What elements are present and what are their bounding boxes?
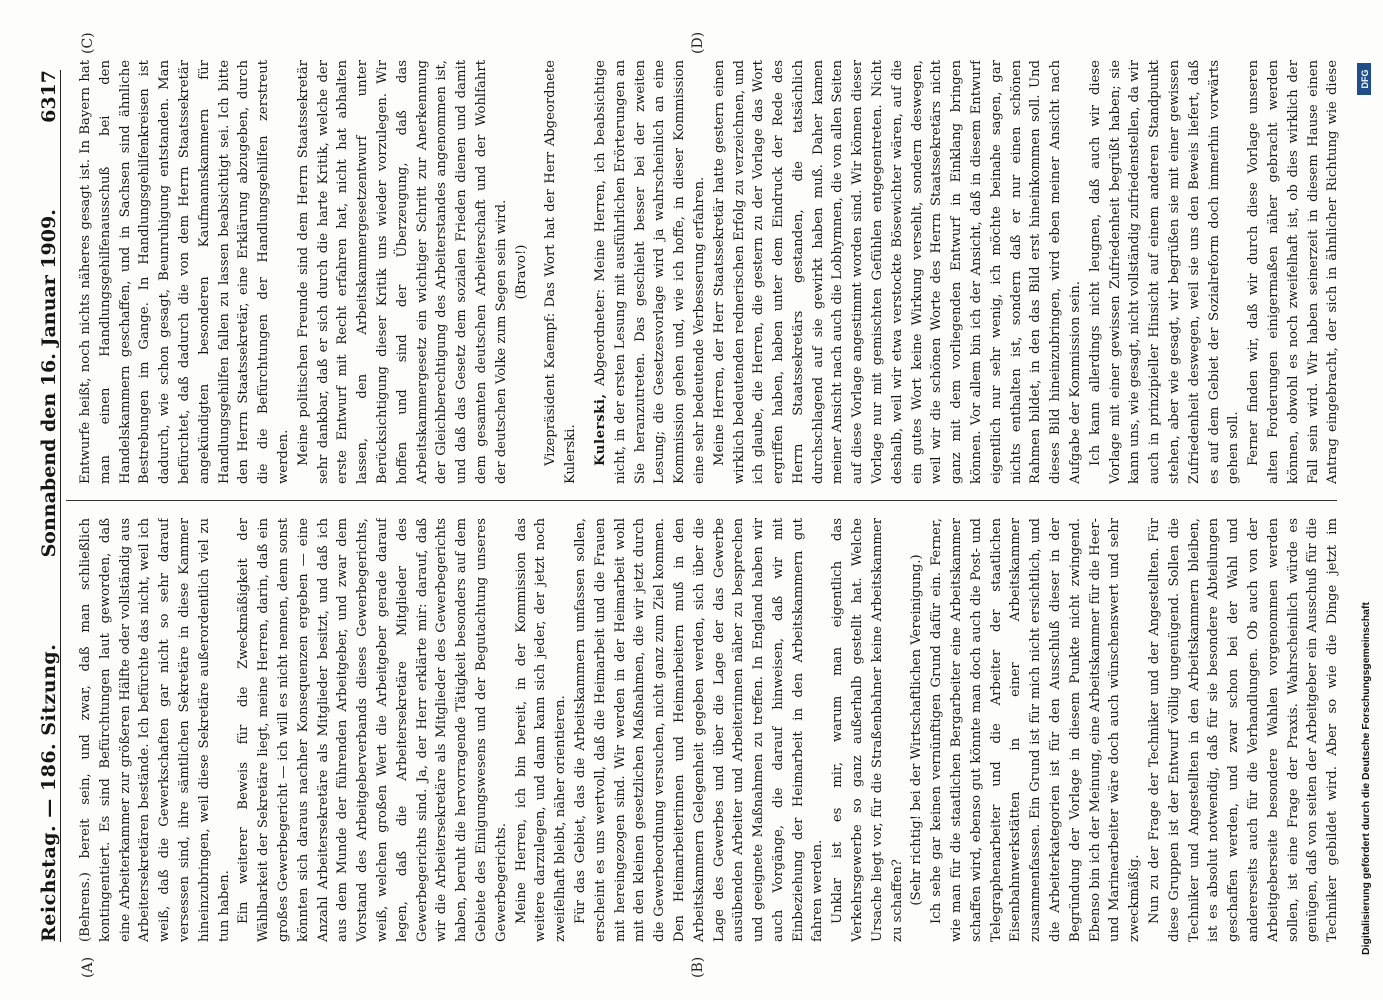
paragraph-text: Ich sehe gar keinen vernünftigen Grund dafür ein. Ferner, wie man für die staatlichen Bergarbeiter eine Arbeitskammer schaffen wird, ebenso gut könnte man doch auch die Post- und Telegraphenarbeiter und die Arbeiter der staatlichen Eisenbahnwerkstätten in einer Arbeitskammer zusammenfassen. Ein Grund ist für mich nicht ersichtlich, und die Arbeiterkategorien ist für den Ausschluß dieser in der Begründung der Vorlage in diesem Punkte nicht zwingend. Ebenso bin ich der Meinung, eine Arbeitskammer für die Heer- und Marinearbeiter wäre doch auch wünschenswert und sehr zweckmäßig. xyxy=(929,518,1143,942)
left-text-column xyxy=(76,518,1343,942)
paragraph xyxy=(1244,60,1343,484)
speaker-name: Kulerski, xyxy=(592,393,608,466)
header-date: Sonnabend den 16. Januar 1909. xyxy=(38,209,60,558)
paragraph-text: Ein weiterer Beweis für die Zweckmäßigkeit der Wählbarkeit der Sekretäre liegt, meine Herren, darin, daß ein großes Gewerbegericht — ich will es nicht nennen, denn sonst könnten sich daraus nachher Konsequenzen ergeben — eine Anzahl Arbeitersekretäre als Mitglieder besitzt, und daß ich aus dem Munde der führenden Arbeitgeber, und zwar dem Vorstand des Arbeitgeberverbands dieses Gewerbegerichts, weiß, welchen großen Wert die Arbeitgeber gerade darauf legen, daß die Arbeitersekretäre Mitglieder des Gewerbegerichts sind. Ja, der Herr erklärte mir: darauf, daß wir die Arbeitersekretäre als Mitglieder des Gewerbegerichts haben, beruht die hervorragende Tätigkeit besonders auf dem Gebiete des Einigungswesens und der Begutachtung unseres Gewerbegerichts. xyxy=(236,518,509,942)
paragraph-text: Unklar ist es mir, warum man eigentlich das Verkehrsgewerbe so ganz außerhalb gestellt hat. Welche Ursache liegt vor, für die Straßenbahner keine Arbeitskammer zu schaffen? xyxy=(830,518,905,942)
paragraph-text: Meine Herren, ich bin bereit, in der Kommission das weitere darzulegen, und dann kann sich jeder, der jetzt noch zweifelhaft bleibt, näher orientieren. xyxy=(513,518,569,942)
column-divider xyxy=(66,500,1337,501)
paragraph-text: Für das Gebiet, das die Arbeitskammern umfassen sollen, erscheint es uns wertvoll, daß die Heimarbeit und die Frauen mit hereingezogen sind. Wir werden in der Heimarbeit wohl mit den kleinen gesetzlichen Maßnahmen, die wir jetzt durch die Gewerbeordnung versuchen, nicht ganz zum Ziel kommen. Den Heimarbeiterinnen und Heimarbeitern muß in den Arbeitskammern Gelegenheit gegeben werden, sich über die Lage des Gewerbes und über die Lage der das Gewerbe ausübenden Arbeiter und Arbeiterinnen näher zu besprechen und geeignete Maßnahmen zu treffen. In England haben wir auch Vorgänge, die darauf hinweisen, daß wir mit Einbeziehung der Heimarbeit in den Arbeitskammern gut fahren werden. xyxy=(572,518,826,942)
paragraph-text: Ferner finden wir, daß wir durch diese Vorlage unseren alten Forderungen einigermaßen näher gebracht werden können, obwohl es noch zweifelhaft ist, ob dies wirklich der Fall sein wird. Wir haben seinerzeit in diesem Hause einen Antrag eingebracht, der sich in ähnlicher Richtung wie diese xyxy=(1246,60,1341,484)
paragraph-text: Meine Herren, der Herr Staatssekretär hatte gestern einen wirklich bedeutenden rednerischen Erfolg zu verzeichnen, und ich glaube, die Herren, die gestern zu der Vorlage das Wort ergriffen haben, haben unter dem Eindruck der Rede des Herrn Staatssekretärs gestanden, die tatsächlich durchschlagend auf sie gewirkt haben muß. Daher kamen meiner Ansicht nach auch die Lobhymnen, die von allen Seiten auf diese Vorlage angestimmt worden sind. Wir können dieser Vorlage nur mit gemischten Gefühlen entgegentreten. Nicht deshalb, weil wir etwa verstockte Bösewichter wären, auf die ein gutes Wort keine Wirkung versehlt, sondern deswegen, weil wir die schönen Worte des Herrn Staatssekretärs nicht ganz mit dem vorliegenden Entwurf in Einklang bringen können. Vor allem bin ich der Ansicht, daß in diesem Entwurf eigentlich nur sehr wenig, ich möchte beinahe sagen, gar nichts enthalten ist, sondern daß er nur einen schönen Rahmen bildet, in den das Bild erst hineinkommen soll. Und dieses Bild hineinzubringen, wird eben meiner Ansicht nach Aufgabe der Kommission sein. xyxy=(711,60,1084,484)
paragraph xyxy=(234,518,511,942)
paragraph xyxy=(710,60,1086,484)
paragraph xyxy=(541,60,581,484)
paragraph-text: Ich kann allerdings nicht leugnen, daß auch wir diese Vorlage mit einer gewissen Zufriedenheit begrüßt haben; sie kann uns, wie gesagt, nicht vollständig zufriedenstellen, da wir auch in prinzipieller Hinsicht auf einem anderen Standpunkt stehen, aber wie gesagt, wir begrüßen sie mit einer gewissen Zufriedenheit deswegen, weil sie uns den Beweis liefert, daß es auf dem Gebiet der Sozialreform doch immerhin vorwärts gehen soll. xyxy=(1087,60,1242,484)
paragraph xyxy=(294,60,512,484)
paragraph xyxy=(907,518,927,942)
paragraph-text: Nun zu der Frage der Techniker und der Angestellten. Für diese Gruppen ist der Entwurf völlig ungenügend. Sollen die Techniker und Angestellten in den Arbeitskammern bleiben, ist es absolut notwendig, daß für sie besondere Abteilungen geschaffen werden, und zwar schon bei der Wahl und andererseits auch für die Verhandlungen. Ob auch von der Arbeitgeberseite besondere Wahlen vorgenommen werden sollen, ist eine Frage der Praxis. Wahrscheinlich würde es genügen, daß von seiten der Arbeitgeber ein Ausschuß für die Techniker gebildet wird. Aber so wie die Dinge jetzt im xyxy=(1147,518,1341,942)
paragraph xyxy=(1145,518,1343,942)
margin-mark-b: (B) xyxy=(690,956,706,978)
paragraph xyxy=(571,518,828,942)
header-page-number: 6317 xyxy=(38,70,60,123)
paragraph-text: (Sehr richtig! bei der Wirtschaftlichen Vereinigung.) xyxy=(909,554,925,906)
paragraph-text: Abgeordneter: Meine Herren, ich beabsichtige nicht, in der ersten Lesung mit ausführlichen Erörterungen an Sie heranzutreten. Das geschieht besser bei der zweiten Lesung; die Gesetzesvorlage wird ja wahrscheinlich an eine Kommission gehen und, wie ich hoffe, in dieser Kommission eine sehr bedeutende Verbesserung erfahren. xyxy=(592,60,707,484)
paragraph xyxy=(828,518,907,942)
paragraph xyxy=(927,518,1145,942)
dfg-logo-text: DFG xyxy=(1360,69,1370,89)
paragraph xyxy=(76,518,234,942)
margin-mark-c: (C) xyxy=(80,32,96,54)
margin-mark-a: (A) xyxy=(80,956,96,978)
header-session: Reichstag. — 186. Sitzung. xyxy=(38,643,60,942)
page-header xyxy=(26,70,61,942)
paragraph-text: (Bravo!) xyxy=(513,244,529,300)
paragraph xyxy=(512,518,571,942)
paragraph-text: Entwurfe heißt, noch nichts näheres gesagt ist. In Bayern hat man einen Handlungsgehilfenausschuß bei den Handelskammern geschaffen, und in Sachsen sind ähnliche Bestrebungen im Gange. In Handlungsgehilfenkreisen ist dadurch, wie schon gesagt, Beunruhigung entstanden. Man befürchtet, daß dadurch die von dem Herrn Staatssekretär angekündigten besonderen Kaufmannskammern für Handlungsgehilfen fallen zu lassen beabsichtigt sei. Ich bitte den Herrn Staatssekretär, eine Erklärung abzugeben, durch die die Befürchtungen der Handlungsgehilfen zerstreut werden. xyxy=(78,60,291,484)
paragraph xyxy=(76,60,294,484)
credit-text: Digitalisierung gefördert durch die Deutsche Forschungsgemeinschaft xyxy=(1360,602,1372,955)
paragraph-text: Vizepräsident Kaempf: Das Wort hat der Herr Abgeordnete Kulerski. xyxy=(543,60,579,484)
paragraph xyxy=(512,60,532,484)
paragraph xyxy=(591,60,710,484)
right-text-column xyxy=(76,60,1343,484)
paragraph xyxy=(1086,60,1244,484)
paragraph-text: Meine politischen Freunde sind dem Herrn Staatssekretär sehr dankbar, daß er sich durch die harte Kritik, welche der erste Entwurf mit Recht erfahren hat, nicht hat abhalten lassen, den Arbeitskammergesetzentwurf unter Berücksichtigung dieser Kritik uns wieder vorzulegen. Wir hoffen und sind der Überzeugung, daß das Arbeitskammergesetz ein wichtiger Schritt zur Anerkennung der Gleichberechtigung des Arbeiterstandes angenommen ist, und daß das Gesetz dem sozialen Frieden dienen und damit dem gesamten deutschen Arbeiterschaft und der Wohlfahrt der deutschen Volke zum Segen sein wird. xyxy=(295,60,509,484)
margin-mark-d: (D) xyxy=(690,31,706,54)
paragraph-text: (Behrens.) bereit sein, und zwar, daß man schließlich kontingentiert. Es sind Befürchtungen laut geworden, daß eine Arbeiterkammer zur größeren Hälfte oder vollständig aus Arbeitersekretären bestände. Ich befürchte das nicht, weil ich weiß, daß die Gewerkschaften gar nicht so sehr darauf versessen sind, ihre sämtlichen Sekretäre in diese Kammer hineinzubringen, weil diese Sekretäre außerordentlich viel zu tun haben. xyxy=(78,518,232,942)
digitization-credit xyxy=(1355,20,1375,960)
